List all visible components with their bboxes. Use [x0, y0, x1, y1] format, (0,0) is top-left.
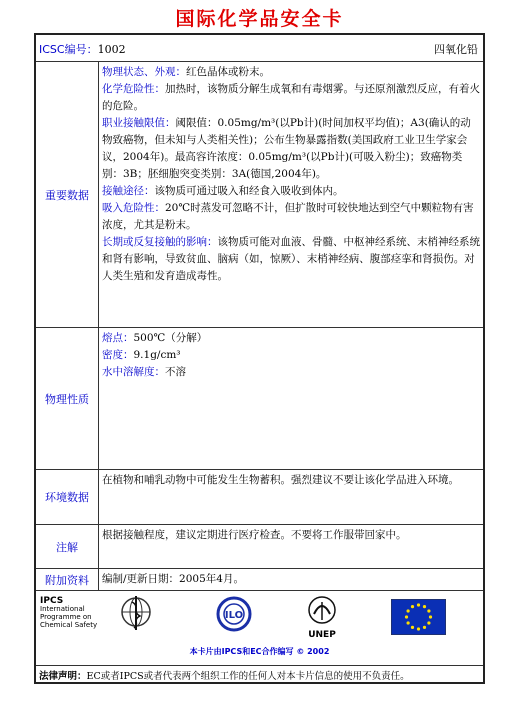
solubility-value: 不溶 — [165, 366, 186, 378]
extra-section — [36, 569, 483, 591]
who-logo-icon — [118, 594, 154, 634]
route-value: 该物质可通过吸入和经食入吸收到体内。 — [154, 185, 344, 197]
ipcs-logo — [40, 597, 97, 629]
important-data-body — [99, 62, 483, 327]
chemical-hazard-value: 加热时，该物质分解生成氧和有毒烟雾。与还原剂激烈反应，有着火的危险。 — [102, 83, 480, 112]
ipcs-line2: Programme on — [40, 613, 92, 621]
physical-body — [99, 328, 483, 469]
card-header — [36, 35, 483, 62]
notes-body: 根据接触程度，建议定期进行医疗检查。不要将工作服带回家中。 — [102, 529, 407, 541]
density-value: 9.1g/cm³ — [133, 349, 181, 361]
icsc-number — [39, 41, 126, 57]
extra-body: 编制/更新日期：2005年4月。 — [102, 573, 244, 585]
unep-logo-icon — [304, 594, 340, 630]
safety-card — [34, 33, 485, 684]
environment-body: 在植物和哺乳动物中可能发生生物蓄积。强烈建议不要让该化学品进入环境。 — [102, 474, 459, 486]
unep-label: UNEP — [308, 630, 336, 640]
long-term-key: 长期或反复接触的影响： — [102, 236, 218, 248]
environment-section — [36, 470, 483, 525]
eu-flag-icon — [391, 599, 446, 635]
extra-label: 附加资料 — [36, 569, 99, 590]
important-data-section — [36, 62, 483, 328]
melting-value: 500℃（分解） — [133, 332, 208, 344]
legal-key: 法律声明： — [39, 671, 87, 682]
physical-label: 物理性质 — [36, 328, 99, 469]
notes-section — [36, 525, 483, 569]
appearance-key: 物理状态、外观： — [102, 66, 186, 78]
ipcs-title: IPCS — [40, 596, 64, 606]
inhalation-key: 吸入危险性： — [102, 202, 165, 214]
icsc-value: 1002 — [97, 43, 126, 56]
footer-caption: 本卡片由IPCS和EC合作编写 © 2002 — [189, 647, 330, 656]
route-key: 接触途径： — [102, 185, 155, 197]
ipcs-line3: Chemical Safety — [40, 621, 98, 629]
inhalation-value: 20℃时蒸发可忽略不计，但扩散时可较快地达到空气中颗粒物有害浓度，尤其是粉末。 — [102, 202, 474, 231]
notes-label: 注解 — [36, 525, 99, 568]
chemical-hazard-key: 化学危险性： — [102, 83, 165, 95]
long-term-value: 该物质可能对血液、骨髓、中枢神经系统、末梢神经系统和肾有影响，导致贫血、脑病（如，惊厥）、末梢神经病、腹部痉挛和肾损伤。对人类生殖和发育造成毒性。 — [102, 236, 480, 282]
logo-bar — [36, 591, 483, 666]
svg-text:ILO: ILO — [224, 610, 244, 621]
important-data-label: 重要数据 — [36, 62, 99, 327]
appearance-value: 红色晶体或粉末。 — [186, 66, 270, 78]
icsc-label: ICSC编号： — [39, 43, 98, 56]
ipcs-line1: International — [40, 605, 85, 613]
ilo-logo-icon — [214, 594, 254, 638]
card-title: 国际化学品安全卡 — [175, 8, 344, 30]
density-key: 密度： — [102, 349, 134, 361]
legal-notice — [36, 665, 483, 684]
physical-section — [36, 328, 483, 470]
exposure-limit-key: 职业接触限值： — [102, 117, 176, 129]
chemical-name: 四氧化铅 — [434, 43, 478, 56]
environment-label: 环境数据 — [36, 470, 99, 524]
solubility-key: 水中溶解度： — [102, 366, 165, 378]
exposure-limit-value: 阈限值：0.05mg/m³(以Pb计)(时间加权平均值)；A3(确认的动物致癌物，但未知与人类相关性)；公布生物暴露指数(美国政府工业卫生学家会议，2004年)。最高容许浓度：0.05mg/m³(以Pb计)(可吸入粉尘)；致癌物类别：3B；胚细胞突变类别：3A(德国,2004年)。 — [102, 117, 471, 180]
legal-value: EC或者IPCS或者代表两个组织工作的任何人对本卡片信息的使用不负责任。 — [86, 671, 410, 682]
melting-key: 熔点： — [102, 332, 134, 344]
